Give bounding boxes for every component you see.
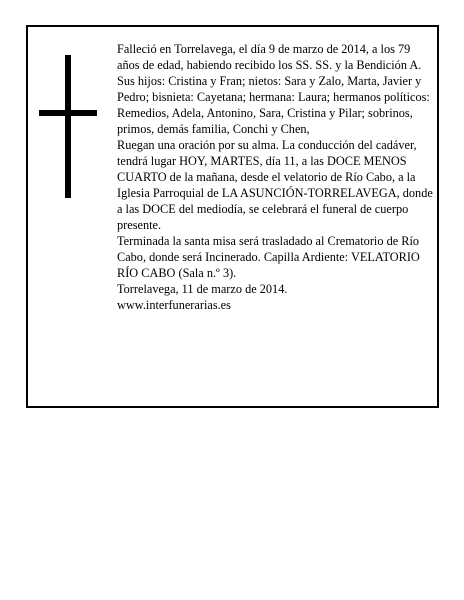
family-list: Sus hijos: Cristina y Fran; nietos: Sara y Zalo, Marta, Javier y Pedro; bisnieta: Cayetana; hermana: Laura; hermanos políticos: Remedios, Adela, Antonino, Sara, Cristina y Pilar; sobrinos, primos, demás familia, Conchi y Chen, <box>117 74 430 136</box>
website-link[interactable]: www.interfunerarias.es <box>117 298 231 312</box>
obituary-notice <box>26 25 439 408</box>
cremation-details: Terminada la santa misa será trasladado al Crematorio de Río Cabo, donde será Incinerado. Capilla Ardiente: VELATORIO RÍO CABO (Sala n.º 3). <box>117 234 420 280</box>
cross-vertical-bar <box>65 55 71 198</box>
funeral-details: Ruegan una oración por su alma. La conducción del cadáver, tendrá lugar HOY, MARTES, día 11, a las DOCE MENOS CUARTO de la mañana, desde el velatorio de Río Cabo, a la Iglesia Parroquial de LA ASUNCIÓN-TORRELAVEGA, donde a las DOCE del mediodía, se celebrará el funeral de cuerpo presente. <box>117 138 433 232</box>
cross-icon <box>39 55 97 198</box>
cross-horizontal-bar <box>39 110 97 116</box>
death-announcement: Falleció en Torrelavega, el día 9 de marzo de 2014, a los 79 años de edad, habiendo recibido los SS. SS. y la Bendición A. <box>117 42 422 72</box>
place-and-date: Torrelavega, 11 de marzo de 2014. <box>117 282 288 296</box>
notice-body <box>117 41 433 313</box>
